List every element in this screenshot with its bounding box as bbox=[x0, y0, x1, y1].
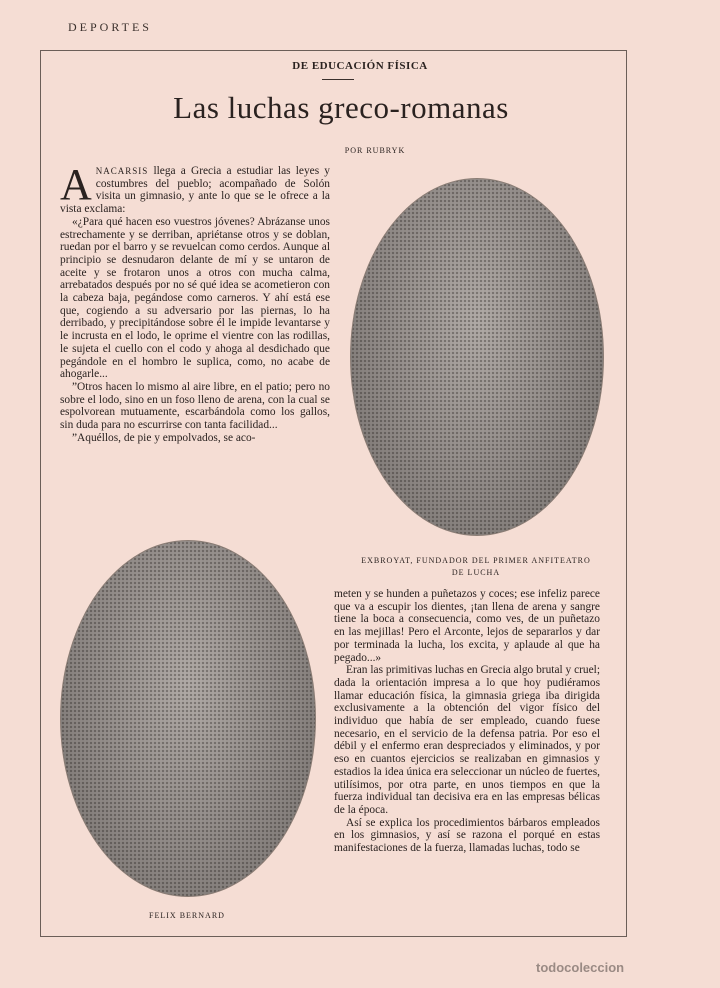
caption-exbroyat bbox=[338, 555, 614, 579]
article-column-left bbox=[60, 160, 330, 444]
paragraph-text: llega a Grecia a estudiar las leyes y costumbres del pueblo; acompañado de Solón visita un gimnasio, y ante lo que se le ofrece a la vista exclama: bbox=[60, 165, 330, 216]
section-title: DEPORTES bbox=[68, 20, 152, 34]
portrait-felix-bernard bbox=[60, 540, 316, 897]
paragraph: ”Aquéllos, de pie y empolvados, se aco- bbox=[72, 431, 256, 444]
paragraph: Así se explica los procedimientos bárbaros empleados en los gimnasios, y así se razona el porqué en estas manifestaciones de la fuerza, llamadas luchas, todo se bbox=[334, 816, 600, 855]
article-kicker: DE EDUCACIÓN FÍSICA bbox=[292, 60, 428, 72]
article-byline: POR RUBRYK bbox=[344, 146, 406, 155]
article-column-right bbox=[334, 588, 600, 855]
kicker-divider bbox=[322, 79, 354, 80]
paragraph: ”Otros hacen lo mismo al aire libre, en el patio; pero no sobre el lodo, sino en un foso lleno de arena, con la cual se espolvorean mutuamente, escarbándola como los gallos, sin duda para no escurrirse con tanta facilidad... bbox=[60, 380, 330, 432]
article-title: Las luchas greco-romanas bbox=[173, 90, 509, 125]
paragraph: Eran las primitivas luchas en Grecia algo brutal y cruel; dada la orientación impresa a lo que hoy pudiéramos llamar educación física, la gimnasia griega iba dirigida exclusivamente a la obtención del vigor físico del individuo que había de ser empleado, cuando fuese necesario, en el servicio de la defensa patria. Por eso el débil y el enfermo eran despreciados y eliminados, y por eso en cuantos ejercicios se realizaban en gimnasios y estadios la idea única era seleccionar un núcleo de fuertes, utilísimos, por otra parte, en unos tiempos en que la fuerza individual tan decisiva era en las empresas bélicas de la época. bbox=[334, 664, 600, 816]
caption-line: EXBROYAT, FUNDADOR DEL PRIMER ANFITEATRO bbox=[361, 556, 591, 565]
caption-felix-bernard: FELIX BERNARD bbox=[149, 911, 225, 920]
caption-line: DE LUCHA bbox=[451, 568, 501, 577]
lead-smallcaps: NACARSIS bbox=[95, 166, 149, 176]
paragraph: «¿Para qué hacen eso vuestros jóvenes? Abrázanse unos estrechamente y se derriban, apriétanse otros y se doblan, ruedan por el barro y se revuelcan como cerdos. Aunque al principio se desnudaron delante de mí y se untaron de aceite y se frotaron unos a otros con mucha calma, arrebatados después por no sé qué idea se acometieron con la cabeza baja, pegándose como carneros. Y ahí está ese que, cogiendo a su adversario por las piernas, lo ha derribado, y precipitándose sobre él le impide levantarse y le incrusta en el lodo, le oprime el vientre con las rodillas, le sujeta el cuello con el codo y ahoga al desdichado que pegándole en el hombro le suplica, como, no acabe de ahogarle... bbox=[60, 215, 330, 381]
paragraph: meten y se hunden a puñetazos y coces; ese infeliz parece que va a escupir los dientes, ¡tan llena de arena y sangre tiene la boca a consecuencia, como ves, de un puñetazo en las mejillas! Pero el Arconte, lejos de separarlos y dar por terminada la lucha, los excita, y aplaude al que ha pegado...» bbox=[334, 588, 600, 664]
portrait-exbroyat bbox=[350, 178, 604, 536]
lead-paragraph bbox=[60, 160, 330, 216]
watermark-text: todocoleccion bbox=[536, 960, 625, 975]
drop-cap: A bbox=[60, 160, 92, 209]
